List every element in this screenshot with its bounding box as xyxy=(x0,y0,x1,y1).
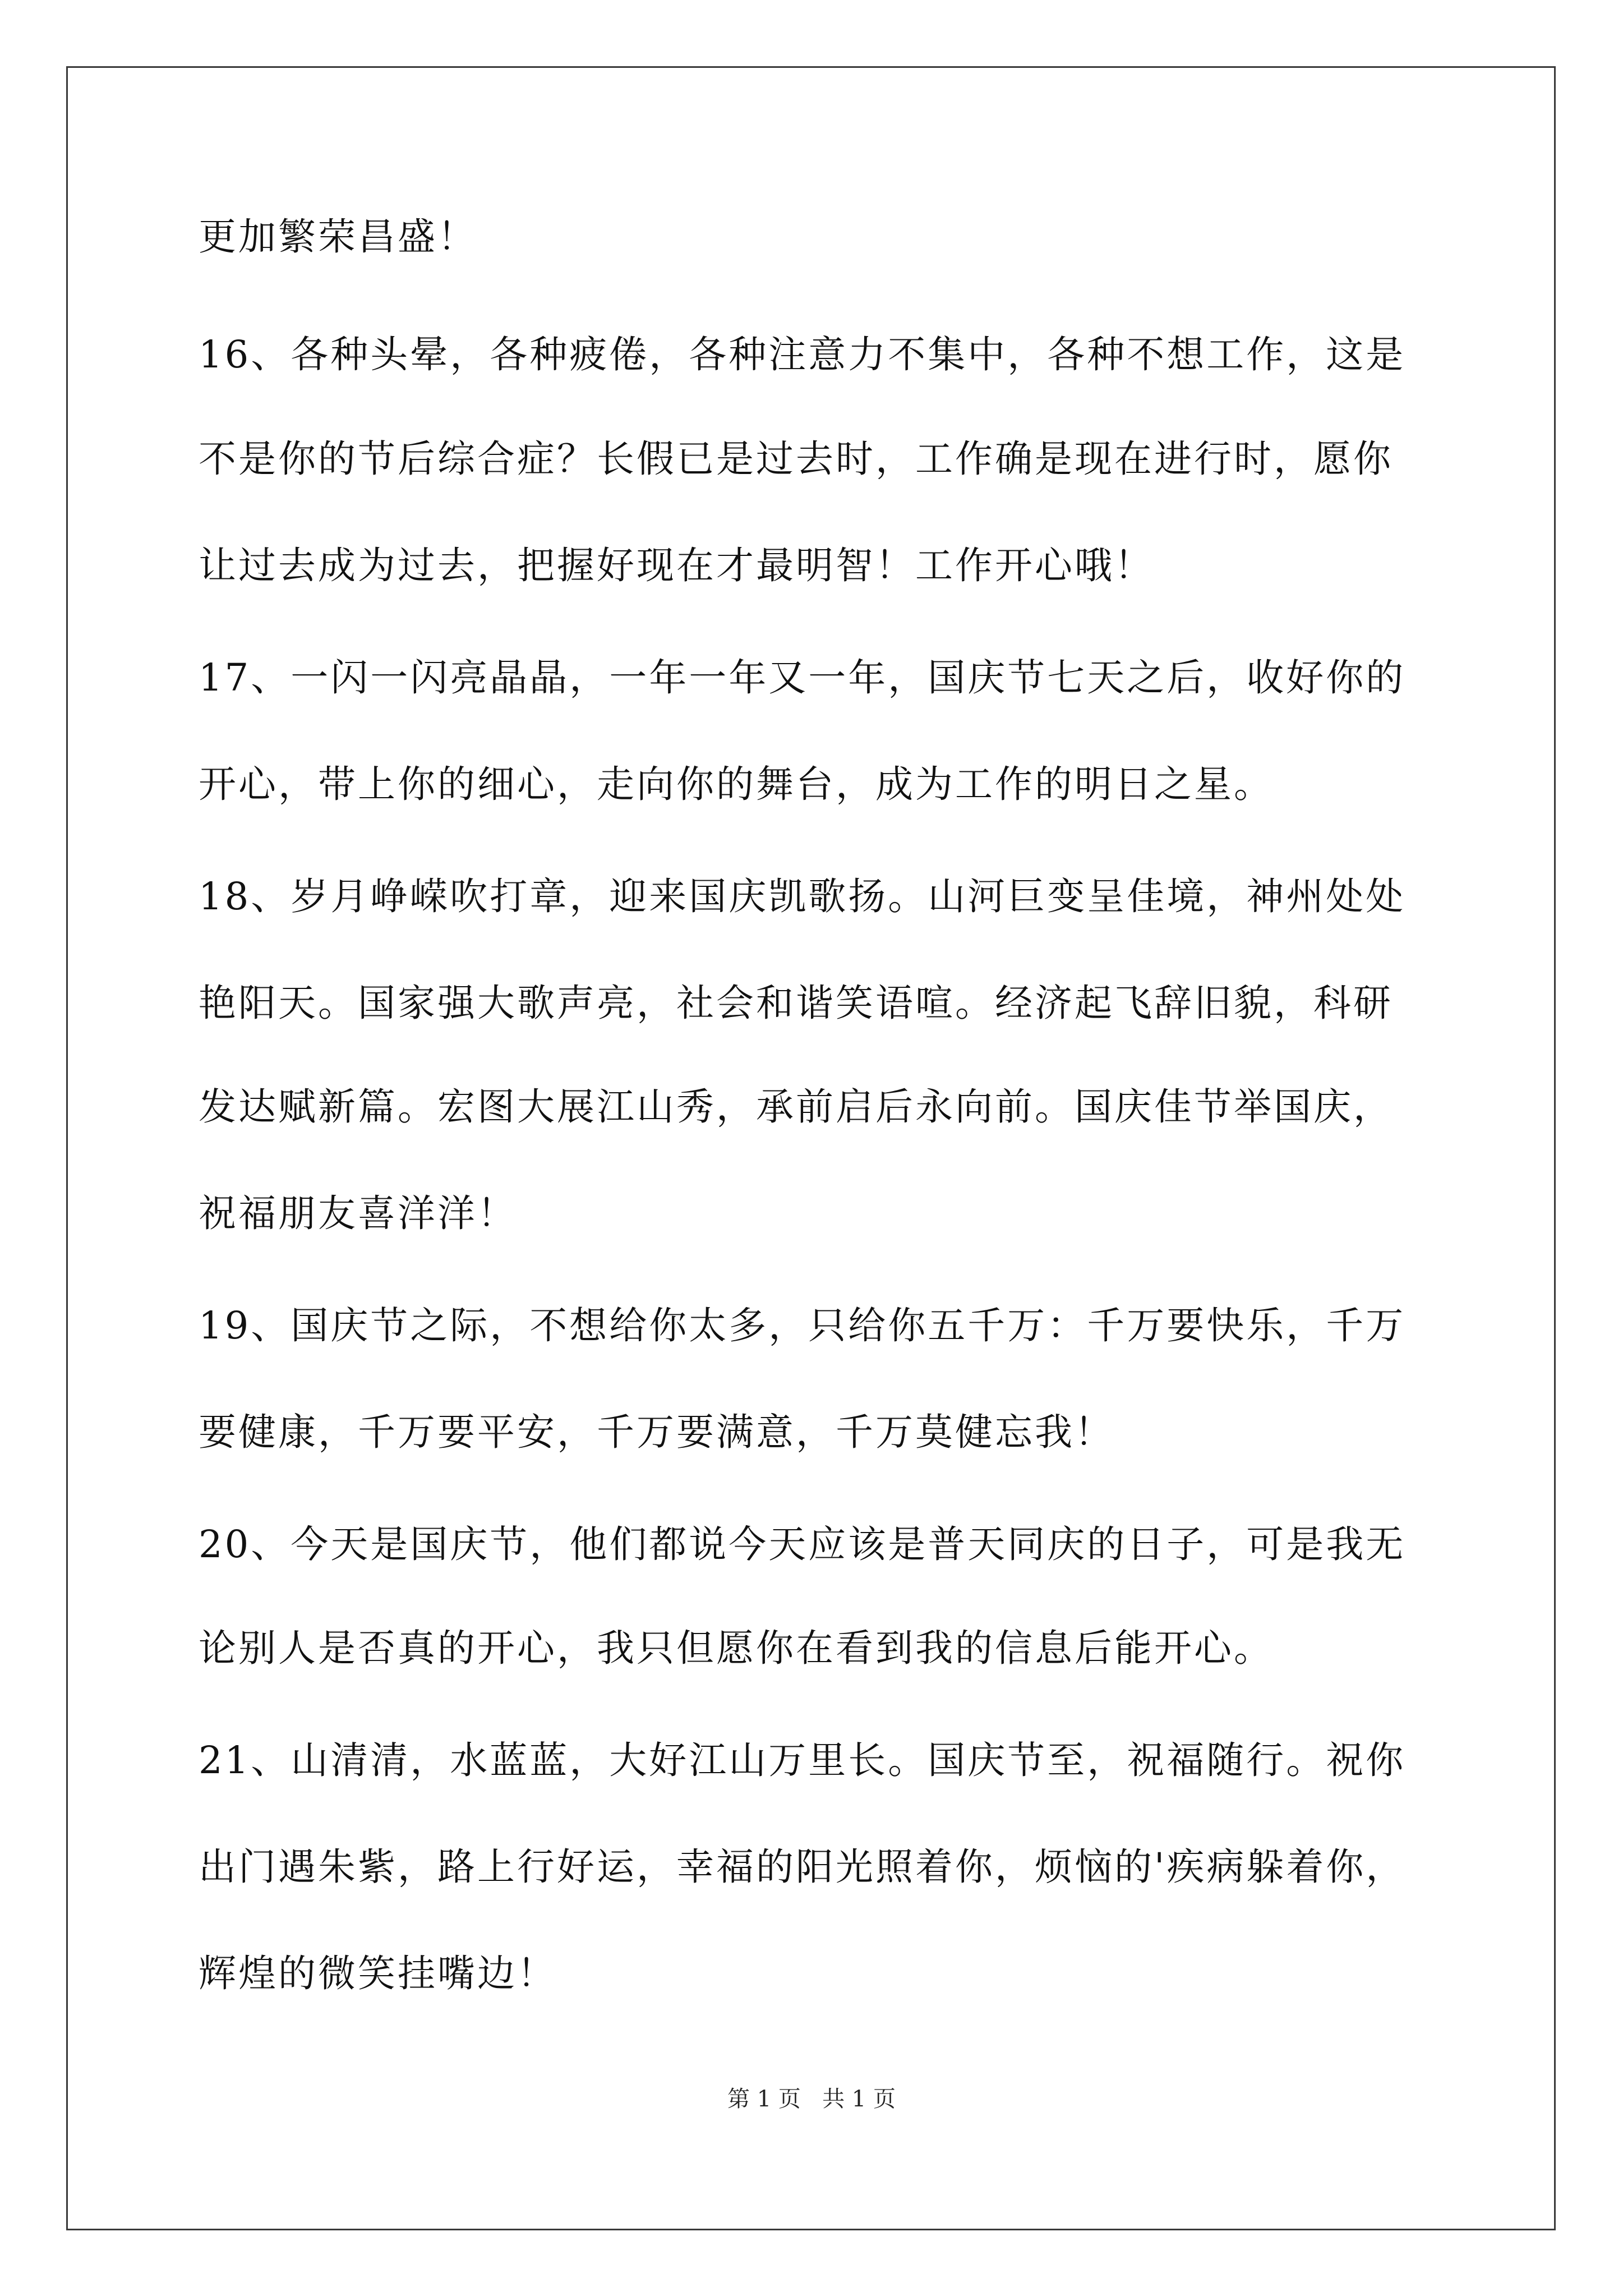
text-line: 发达赋新篇。宏图大展江山秀，承前启后永向前。国庆佳节举国庆， xyxy=(199,1085,1393,1129)
text-line: 更加繁荣昌盛！ xyxy=(199,215,477,259)
text-line: 论别人是否真的开心，我只但愿你在看到我的信息后能开心。 xyxy=(199,1626,1274,1670)
text-line: 出门遇朱紫，路上行好运，幸福的阳光照着你，烦恼的'疾病躲着你， xyxy=(199,1845,1406,1889)
page-footer: 第 1 页 共 1 页 xyxy=(727,2086,896,2112)
text-line: 开心，带上你的细心，走向你的舞台，成为工作的明日之星。 xyxy=(199,762,1274,806)
text-line: 艳阳天。国家强大歌声亮，社会和谐笑语喧。经济起飞辞旧貌，科研 xyxy=(199,981,1393,1025)
text-line: 不是你的节后综合症？长假已是过去时，工作确是现在进行时，愿你 xyxy=(199,437,1393,481)
text-line: 20、今天是国庆节，他们都说今天应该是普天同庆的日子，可是我无 xyxy=(199,1522,1406,1566)
text-line: 19、国庆节之际，不想给你太多，只给你五千万：千万要快乐，千万 xyxy=(199,1304,1406,1347)
page-border xyxy=(66,66,1556,2230)
text-line: 17、一闪一闪亮晶晶，一年一年又一年，国庆节七天之后，收好你的 xyxy=(199,656,1406,700)
text-line: 辉煌的微笑挂嘴边！ xyxy=(199,1952,557,1995)
text-line: 祝福朋友喜洋洋！ xyxy=(199,1191,517,1235)
text-line: 要健康，千万要平安，千万要满意，千万莫健忘我！ xyxy=(199,1410,1114,1454)
text-line: 21、山清清，水蓝蓝，大好江山万里长。国庆节至，祝福随行。祝你 xyxy=(199,1738,1406,1782)
text-line: 让过去成为过去，把握好现在才最明智！工作开心哦！ xyxy=(199,544,1154,587)
text-line: 16、各种头晕，各种疲倦，各种注意力不集中，各种不想工作，这是 xyxy=(199,333,1406,376)
text-line: 18、岁月峥嵘吹打章，迎来国庆凯歌扬。山河巨变呈佳境，神州处处 xyxy=(199,875,1406,918)
